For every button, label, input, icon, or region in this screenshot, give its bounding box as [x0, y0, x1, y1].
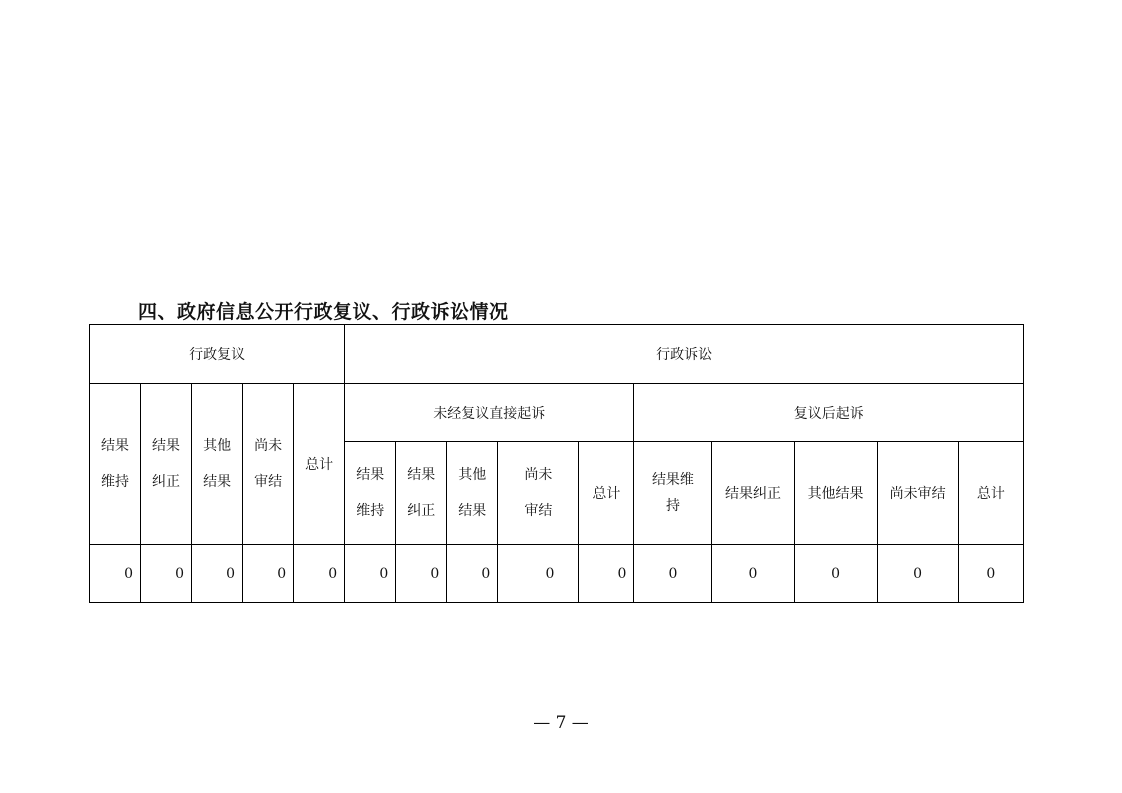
admin-review-header: 行政复议	[90, 325, 345, 384]
table-row	[90, 545, 1024, 603]
value-cell: 0	[294, 545, 345, 603]
direct-col-upheld: 结果 维持	[345, 442, 396, 545]
value-cell: 0	[141, 545, 192, 603]
review-col-corrected: 结果 纠正	[141, 384, 192, 545]
value-cell: 0	[634, 545, 712, 603]
value-cell: 0	[447, 545, 498, 603]
value-cell: 0	[712, 545, 794, 603]
direct-col-total: 总计	[579, 442, 634, 545]
after-col-upheld: 结果维 持	[634, 442, 712, 545]
value-cell: 0	[90, 545, 141, 603]
review-col-total: 总计	[294, 384, 345, 545]
direct-col-corrected: 结果 纠正	[396, 442, 447, 545]
review-col-other: 其他 结果	[192, 384, 243, 545]
value-cell: 0	[396, 545, 447, 603]
after-col-pending: 尚未审结	[877, 442, 958, 545]
direct-col-pending: 尚未 审结	[498, 442, 579, 545]
page-number: — 7 —	[533, 713, 589, 733]
review-col-upheld: 结果 维持	[90, 384, 141, 545]
value-cell: 0	[192, 545, 243, 603]
admin-litigation-header: 行政诉讼	[345, 325, 1024, 384]
after-col-corrected: 结果纠正	[712, 442, 794, 545]
review-col-pending: 尚未 审结	[243, 384, 294, 545]
value-cell: 0	[579, 545, 634, 603]
after-col-total: 总计	[958, 442, 1023, 545]
value-cell: 0	[243, 545, 294, 603]
value-cell: 0	[498, 545, 579, 603]
after-review-suit-header: 复议后起诉	[634, 384, 1024, 442]
direct-suit-header: 未经复议直接起诉	[345, 384, 634, 442]
value-cell: 0	[345, 545, 396, 603]
value-cell: 0	[794, 545, 877, 603]
value-cell: 0	[877, 545, 958, 603]
direct-col-other: 其他 结果	[447, 442, 498, 545]
review-litigation-table	[89, 324, 1024, 603]
after-col-other: 其他结果	[794, 442, 877, 545]
section-heading: 四、政府信息公开行政复议、行政诉讼情况	[138, 301, 509, 323]
value-cell: 0	[958, 545, 1023, 603]
